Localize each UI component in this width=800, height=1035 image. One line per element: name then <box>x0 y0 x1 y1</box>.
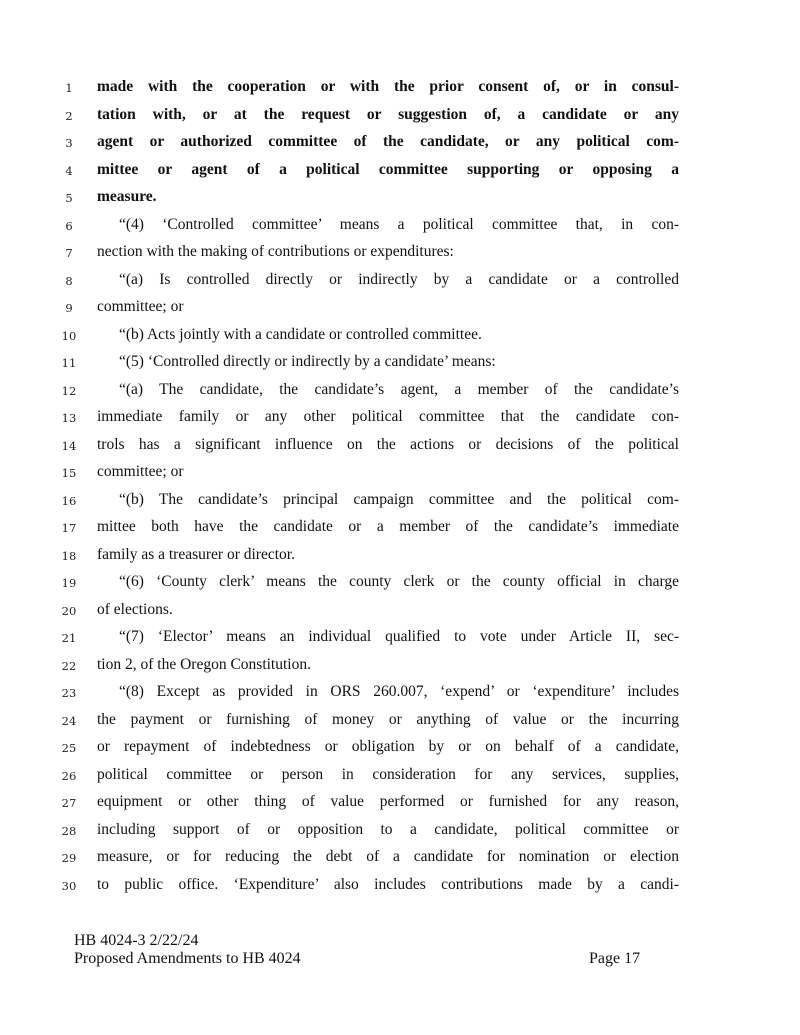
text-line <box>0 102 800 130</box>
text-line <box>0 734 800 762</box>
line-number: 23 <box>61 686 77 700</box>
line-text: equipment or other thing of value performed or furnished for any reason, <box>97 793 679 810</box>
text-line <box>0 212 800 240</box>
line-number: 13 <box>61 411 77 425</box>
line-text: family as a treasurer or director. <box>97 545 295 563</box>
footer-row-1 <box>74 932 674 950</box>
line-text: committee; or <box>97 463 184 480</box>
line-number: 3 <box>65 136 73 150</box>
line-text: committee; or <box>97 298 184 315</box>
line-number: 21 <box>61 631 77 645</box>
line-text: measure, or for reducing the debt of a candidate for nomination or election <box>97 848 679 865</box>
text-line <box>0 349 800 377</box>
footer-title: Proposed Amendments to HB 4024 <box>74 950 301 967</box>
text-line <box>0 377 800 405</box>
line-number: 27 <box>61 796 77 810</box>
line-number: 28 <box>61 823 77 838</box>
line-number: 20 <box>61 603 77 618</box>
text-line <box>0 459 800 487</box>
line-number: 12 <box>61 383 77 398</box>
line-number: 5 <box>65 191 73 205</box>
numbered-text-body <box>0 74 800 899</box>
line-text: mittee both have the candidate or a member of the candidate’s immediate <box>97 518 679 535</box>
line-number: 16 <box>61 493 77 508</box>
line-text: nection with the making of contributions or expenditures: <box>97 243 454 260</box>
text-line <box>0 542 800 570</box>
line-number: 11 <box>61 356 77 370</box>
line-number: 18 <box>61 548 77 563</box>
text-line <box>0 294 800 322</box>
line-number: 14 <box>61 438 77 453</box>
line-text: or repayment of indebtedness or obligation by or on behalf of a candidate, <box>97 738 679 755</box>
line-number: 17 <box>61 521 77 535</box>
text-line <box>0 239 800 267</box>
line-text: tation with, or at the request or suggestion of, a candidate or any <box>97 105 679 123</box>
line-number: 19 <box>61 576 77 590</box>
text-line <box>0 597 800 625</box>
line-text: of elections. <box>97 600 173 618</box>
line-text: “(a) The candidate, the candidate’s agent, a member of the candidate’s <box>119 380 679 398</box>
text-line <box>0 432 800 460</box>
line-number: 1 <box>65 81 73 95</box>
text-line <box>0 184 800 212</box>
line-text: immediate family or any other political committee that the candidate con- <box>97 408 679 425</box>
text-line <box>0 789 800 817</box>
text-line <box>0 129 800 157</box>
page-footer <box>74 932 674 968</box>
line-text: the payment or furnishing of money or anything of value or the incurring <box>97 710 679 728</box>
text-line <box>0 404 800 432</box>
footer-page-number: Page 17 <box>589 950 641 967</box>
line-text: “(b) The candidate’s principal campaign committee and the political com- <box>119 490 679 508</box>
text-line <box>0 624 800 652</box>
line-number: 24 <box>61 713 77 728</box>
line-number: 6 <box>65 218 73 233</box>
footer-row-2 <box>74 950 674 968</box>
line-number: 22 <box>61 658 77 673</box>
line-text: “(b) Acts jointly with a candidate or controlled committee. <box>119 325 482 343</box>
text-line <box>0 844 800 872</box>
line-text: “(5) ‘Controlled directly or indirectly by a candidate’ means: <box>119 353 496 370</box>
line-number: 29 <box>61 851 77 865</box>
line-number: 30 <box>61 878 77 893</box>
text-line <box>0 487 800 515</box>
text-line <box>0 569 800 597</box>
line-number: 26 <box>61 768 77 783</box>
text-line <box>0 872 800 900</box>
line-number: 9 <box>65 301 73 315</box>
text-line <box>0 74 800 102</box>
line-number: 8 <box>65 273 73 288</box>
text-line <box>0 322 800 350</box>
line-text: “(4) ‘Controlled committee’ means a political committee that, in con- <box>119 215 679 233</box>
line-text: tion 2, of the Oregon Constitution. <box>97 655 311 673</box>
line-number: 7 <box>65 246 73 260</box>
line-number: 4 <box>65 163 73 178</box>
line-text: mittee or agent of a political committee supporting or opposing a <box>97 160 679 178</box>
line-text: trols has a significant influence on the actions or decisions of the political <box>97 435 679 453</box>
line-text: made with the cooperation or with the prior consent of, or in consul- <box>97 78 679 95</box>
line-text: “(6) ‘County clerk’ means the county clerk or the county official in charge <box>119 573 679 590</box>
text-line <box>0 157 800 185</box>
line-text: “(a) Is controlled directly or indirectly by a candidate or a controlled <box>119 270 679 288</box>
text-line <box>0 679 800 707</box>
line-text: measure. <box>97 188 157 205</box>
footer-doc-id: HB 4024-3 2/22/24 <box>74 932 199 949</box>
line-text: political committee or person in consideration for any services, supplies, <box>97 765 679 783</box>
text-line <box>0 762 800 790</box>
line-number: 2 <box>65 108 73 123</box>
line-number: 10 <box>61 328 77 343</box>
text-line <box>0 707 800 735</box>
line-number: 15 <box>61 466 77 480</box>
line-text: including support of or opposition to a candidate, political committee or <box>97 820 679 838</box>
line-text: to public office. ‘Expenditure’ also includes contributions made by a candi- <box>97 875 679 893</box>
line-number: 25 <box>61 741 77 755</box>
line-text: “(7) ‘Elector’ means an individual qualified to vote under Article II, sec- <box>119 628 679 645</box>
text-line <box>0 267 800 295</box>
text-line <box>0 817 800 845</box>
text-line <box>0 652 800 680</box>
line-text: “(8) Except as provided in ORS 260.007, ‘expend’ or ‘expenditure’ includes <box>119 683 679 700</box>
line-text: agent or authorized committee of the candidate, or any political com- <box>97 133 679 150</box>
text-line <box>0 514 800 542</box>
